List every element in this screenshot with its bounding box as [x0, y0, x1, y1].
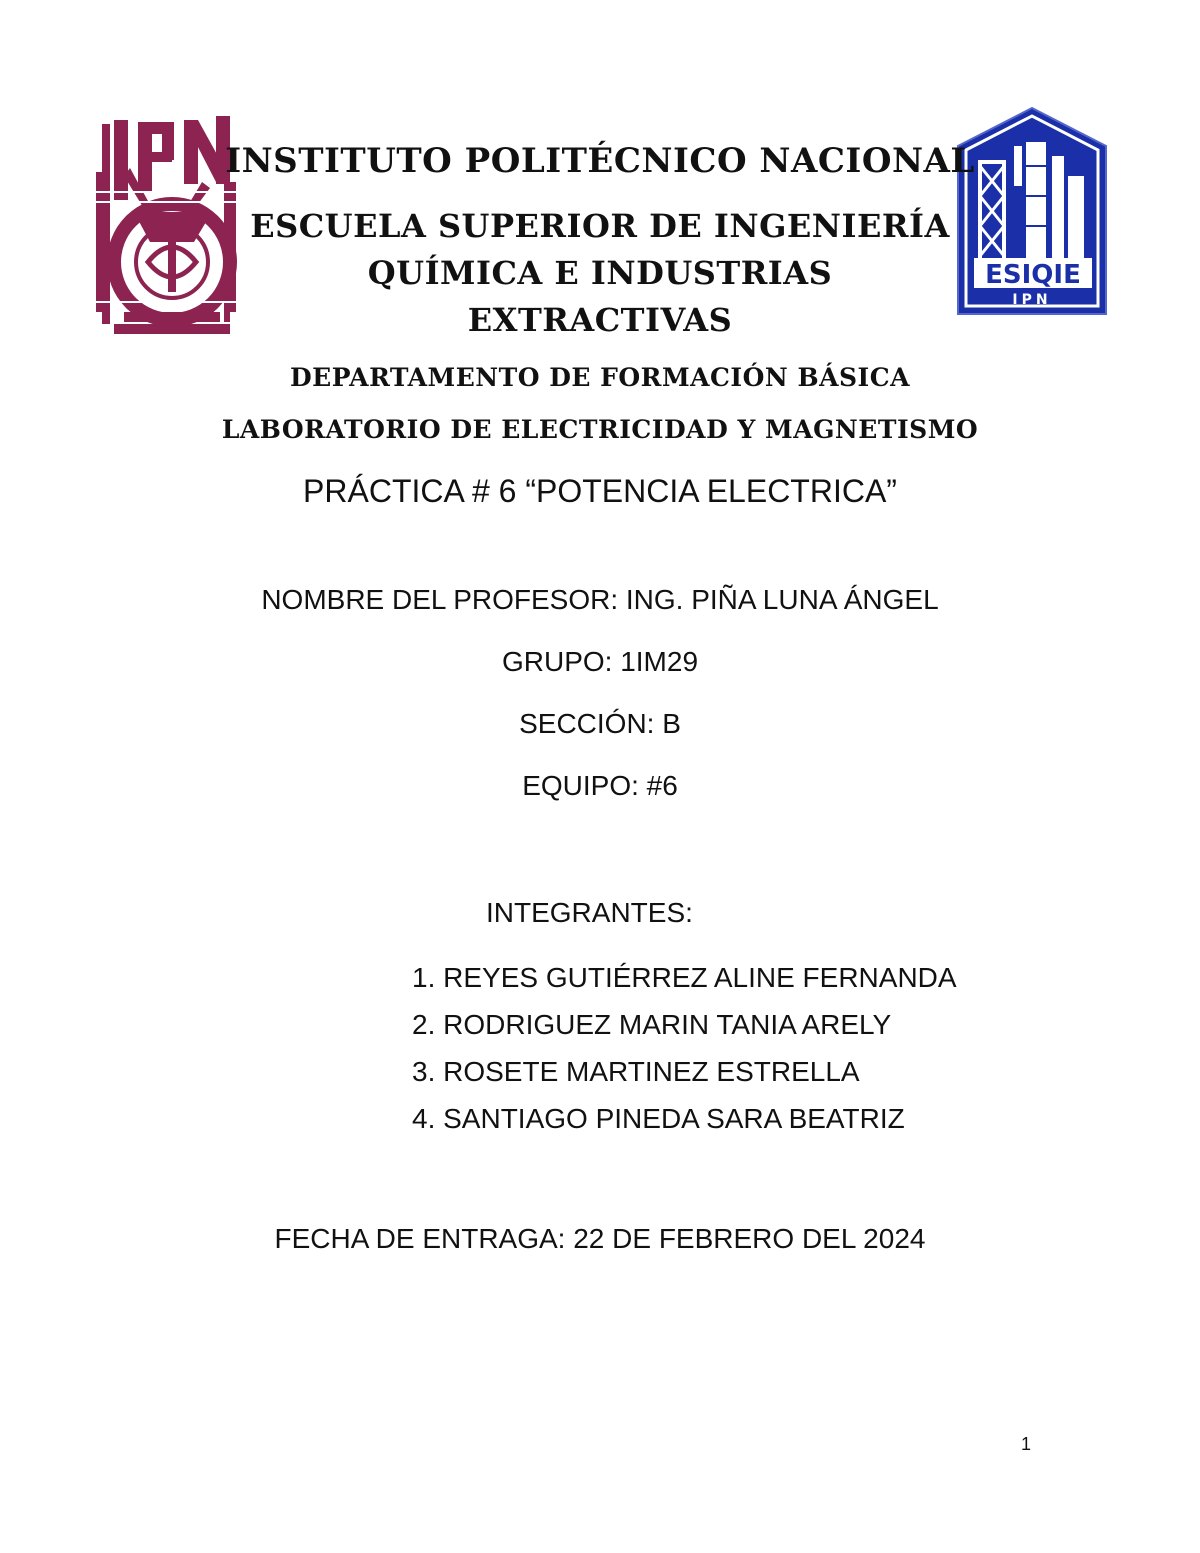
school-name	[0, 203, 1200, 344]
svg-text:IPN: IPN	[1012, 292, 1052, 308]
laboratory-name: LABORATORIO DE ELECTRICIDAD Y MAGNETISMO	[221, 415, 979, 444]
group-label: GRUPO: 1IM29	[501, 646, 699, 677]
team-label: EQUIPO: #6	[522, 770, 678, 801]
svg-text:ESIQIE: ESIQIE	[985, 260, 1081, 290]
due-date: FECHA DE ENTRAGA: 22 DE FEBRERO DEL 2024	[274, 1223, 926, 1254]
practice-title: PRÁCTICA # 6 “POTENCIA ELECTRICA”	[303, 473, 897, 509]
institution-title: INSTITUTO POLITÉCNICO NACIONAL	[225, 141, 975, 181]
school-name-line-1: ESCUELA SUPERIOR DE INGENIERÍA	[250, 207, 950, 245]
members-heading: INTEGRANTES:	[486, 897, 693, 928]
list-item: 3. ROSETE MARTINEZ ESTRELLA	[412, 1056, 860, 1087]
professor-name: NOMBRE DEL PROFESOR: ING. PIÑA LUNA ÁNGEL	[261, 584, 939, 615]
section-label: SECCIÓN: B	[519, 708, 681, 739]
page-number: 1	[1021, 1434, 1032, 1454]
members-list	[412, 954, 957, 1142]
school-name-line-3: EXTRACTIVAS	[467, 301, 733, 339]
school-name-line-2: QUÍMICA E INDUSTRIAS	[367, 254, 833, 292]
list-item: 2. RODRIGUEZ MARIN TANIA ARELY	[412, 1009, 892, 1040]
list-item: 4. SANTIAGO PINEDA SARA BEATRIZ	[412, 1103, 905, 1134]
department-name: DEPARTAMENTO DE FORMACIÓN BÁSICA	[289, 363, 911, 392]
list-item: 1. REYES GUTIÉRREZ ALINE FERNANDA	[412, 962, 957, 993]
